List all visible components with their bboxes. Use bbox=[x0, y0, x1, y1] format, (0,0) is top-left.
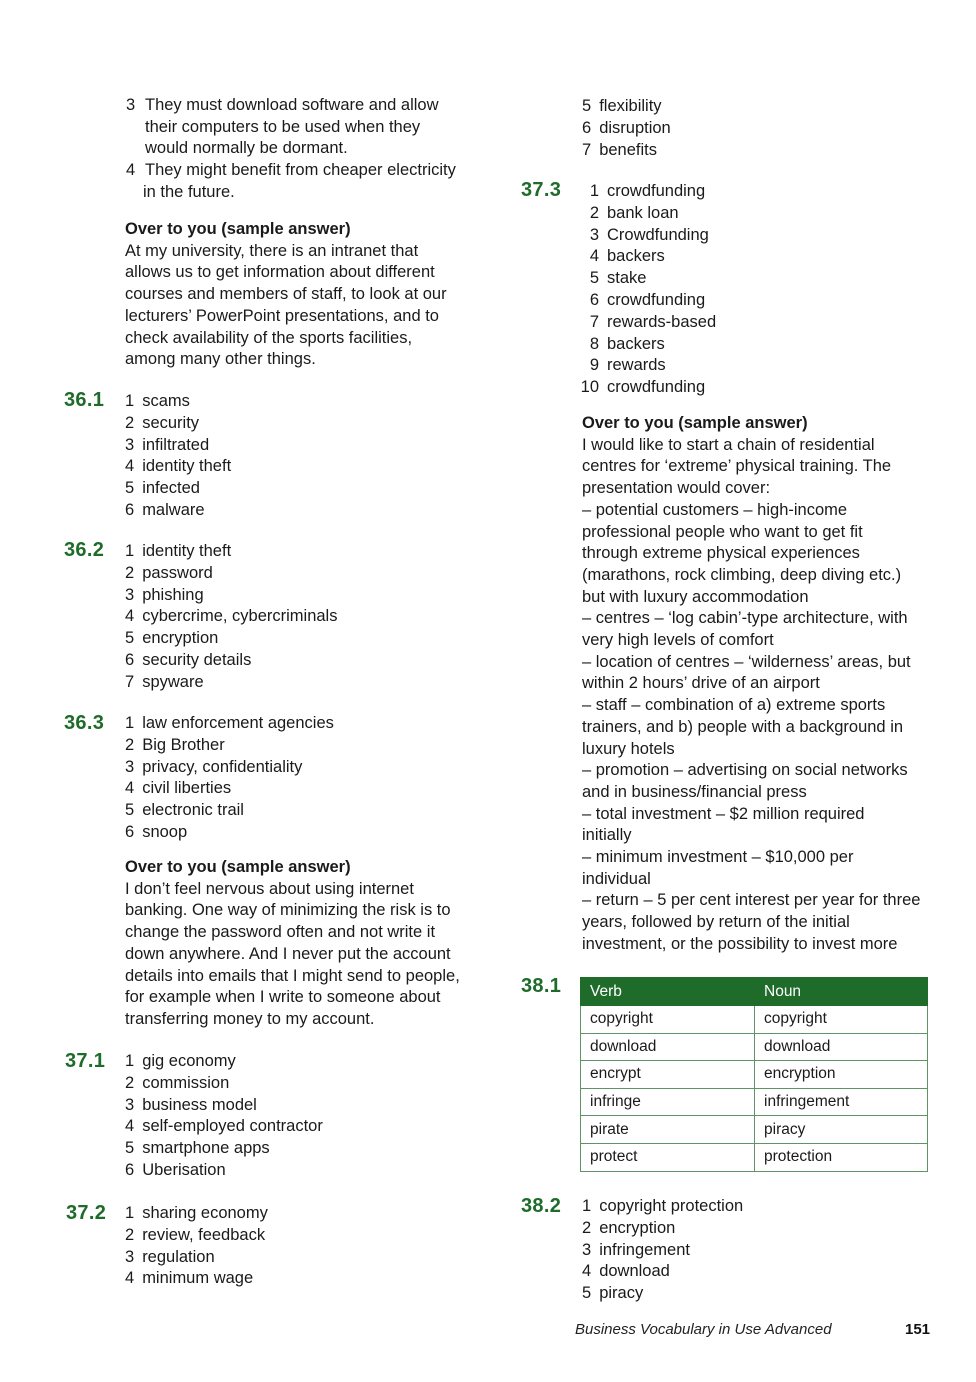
list-item: 1 sharing economy bbox=[125, 1204, 268, 1222]
answer-list-36-1 bbox=[125, 391, 231, 522]
answer-list-37-3 bbox=[580, 181, 716, 399]
list-item: 7 benefits bbox=[582, 140, 657, 159]
list-item: 4 identity theft bbox=[125, 457, 232, 476]
over-to-you-intranet: Over to you (sample answer) At my university, there is an intranet that allows us to get information about different courses and members of staff, to look at our lecturers’ PowerPoint presentations, and to check availability of the sports facilities, among many other things. bbox=[125, 220, 447, 369]
exercise-number: 36.1 bbox=[64, 389, 105, 411]
list-item: 4 self-employed contractor bbox=[125, 1117, 323, 1136]
list-item: 2 Big Brother bbox=[125, 735, 225, 754]
list-item: 3 phishing bbox=[125, 585, 204, 604]
list-item: 6 snoop bbox=[125, 822, 188, 841]
list-item: 1 law enforcement agencies bbox=[125, 714, 334, 732]
table-row: encrypt encryption bbox=[581, 1061, 928, 1089]
list-item: 5 electronic trail bbox=[125, 801, 244, 820]
answer-list-37-2-continued bbox=[582, 96, 671, 161]
section-heading: Over to you (sample answer) bbox=[582, 414, 808, 432]
answer-list-36-3 bbox=[125, 713, 334, 844]
list-item: 3 infiltrated bbox=[125, 435, 210, 454]
over-to-you-business-plan: Over to you (sample answer) I would like to start a chain of residential centres for ‘extreme’ physical training. The presentation would cover: – potential customers – high-income professional people who want to get fit through extreme physical experiences (marathons, rock climbing, deep diving etc.) but with luxury accommodation – centres – ‘log cabin’-type architecture, with very high levels of comfort – location of centres – ‘wilderness’ areas, but within 2 hours’ drive of an airport – staff – combination of a) extreme sports trainers, and b) people with a background in luxury hotels – promotion – advertising on social networks and in business/financial press – total investment – $2 million required initially – minimum investment – $10,000 per individual – return – 5 per cent interest per year for three years, followed by return of the initial investment, or the possibility to invest more bbox=[582, 414, 921, 953]
book-title: Business Vocabulary in Use Advanced bbox=[575, 1321, 832, 1338]
list-item: 6 disruption bbox=[582, 118, 671, 137]
list-item: 5 smartphone apps bbox=[125, 1139, 270, 1158]
list-item: 2 security bbox=[125, 413, 200, 432]
list-item: 5 piracy bbox=[582, 1284, 644, 1303]
list-item: 3 regulation bbox=[125, 1247, 215, 1266]
column-header-verb: Verb bbox=[581, 978, 755, 1006]
list-item: 4 minimum wage bbox=[125, 1269, 254, 1288]
list-item: 1 identity theft bbox=[125, 542, 232, 560]
verb-noun-table bbox=[580, 977, 928, 1172]
list-item: 2 password bbox=[125, 563, 213, 582]
list-item: 2 encryption bbox=[582, 1218, 676, 1237]
list-item: 1 scams bbox=[125, 392, 190, 410]
list-item: 4 backers bbox=[589, 247, 665, 266]
list-item: 1 crowdfunding bbox=[589, 182, 706, 200]
answer-list-37-1 bbox=[125, 1051, 323, 1182]
list-item: 6 Uberisation bbox=[125, 1160, 226, 1179]
answer-list-36-2 bbox=[125, 541, 337, 694]
list-item: 5 infected bbox=[125, 479, 200, 498]
list-item: 3 Crowdfunding bbox=[589, 225, 709, 244]
list-item: 1 gig economy bbox=[125, 1052, 236, 1070]
table-row: pirate piracy bbox=[581, 1116, 928, 1144]
exercise-number: 38.2 bbox=[521, 1195, 562, 1217]
table-row: copyright copyright bbox=[581, 1006, 928, 1034]
answer-list-37-2 bbox=[125, 1203, 268, 1290]
section-heading: Over to you (sample answer) bbox=[125, 220, 351, 238]
exercise-number: 37.2 bbox=[66, 1202, 107, 1224]
list-item: 6 crowdfunding bbox=[589, 290, 706, 309]
table-header-row bbox=[581, 978, 928, 1006]
list-item: 1 copyright protection bbox=[582, 1197, 744, 1215]
list-item: 5 encryption bbox=[125, 629, 219, 648]
section-heading: Over to you (sample answer) bbox=[125, 858, 351, 876]
list-item: 8 backers bbox=[589, 334, 665, 353]
exercise-number: 37.1 bbox=[65, 1050, 106, 1072]
over-to-you-banking: Over to you (sample answer) I don’t feel nervous about using internet banking. One way of minimizing the risk is to change the password often and not write it down anywhere. And I never put the account details into emails that I might send to people, for example when I write to someone about transferring money to my account. bbox=[125, 858, 460, 1028]
list-item: 10 crowdfunding bbox=[580, 378, 706, 397]
list-item: 6 malware bbox=[125, 500, 205, 519]
table-row: protect protection bbox=[581, 1143, 928, 1171]
list-item: 4 civil liberties bbox=[125, 779, 232, 798]
list-item: 9 rewards bbox=[589, 356, 666, 375]
exercise-number: 36.3 bbox=[64, 712, 105, 734]
list-item: 3 privacy, confidentiality bbox=[125, 757, 303, 776]
list-item: 4 cybercrime, cybercriminals bbox=[125, 607, 338, 626]
exercise-number: 37.3 bbox=[521, 179, 562, 201]
column-header-noun: Noun bbox=[755, 978, 928, 1006]
list-item: 6 security details bbox=[125, 650, 252, 669]
table-row: download download bbox=[581, 1033, 928, 1061]
answer-list-38-2 bbox=[582, 1196, 743, 1305]
list-item: 2 review, feedback bbox=[125, 1225, 266, 1244]
list-item: 5 stake bbox=[589, 269, 647, 288]
list-item: 5 flexibility bbox=[582, 97, 662, 115]
exercise-number: 36.2 bbox=[64, 539, 105, 561]
list-item: 2 commission bbox=[125, 1073, 230, 1092]
page-number: 151 bbox=[905, 1321, 931, 1338]
list-item: 3 infringement bbox=[582, 1240, 690, 1259]
list-item: 4 download bbox=[582, 1262, 670, 1281]
exercise-number: 38.1 bbox=[521, 975, 562, 997]
list-item: 7 spyware bbox=[125, 672, 204, 691]
continued-answers: 3 They must download software and allow their computers to be used when they would normally be dormant. 4 They might benefit from cheaper electricity in the future. bbox=[126, 96, 456, 201]
list-item: 2 bank loan bbox=[589, 203, 679, 222]
table-row: infringe infringement bbox=[581, 1088, 928, 1116]
list-item: 7 rewards-based bbox=[589, 312, 717, 331]
list-item: 3 business model bbox=[125, 1095, 257, 1114]
